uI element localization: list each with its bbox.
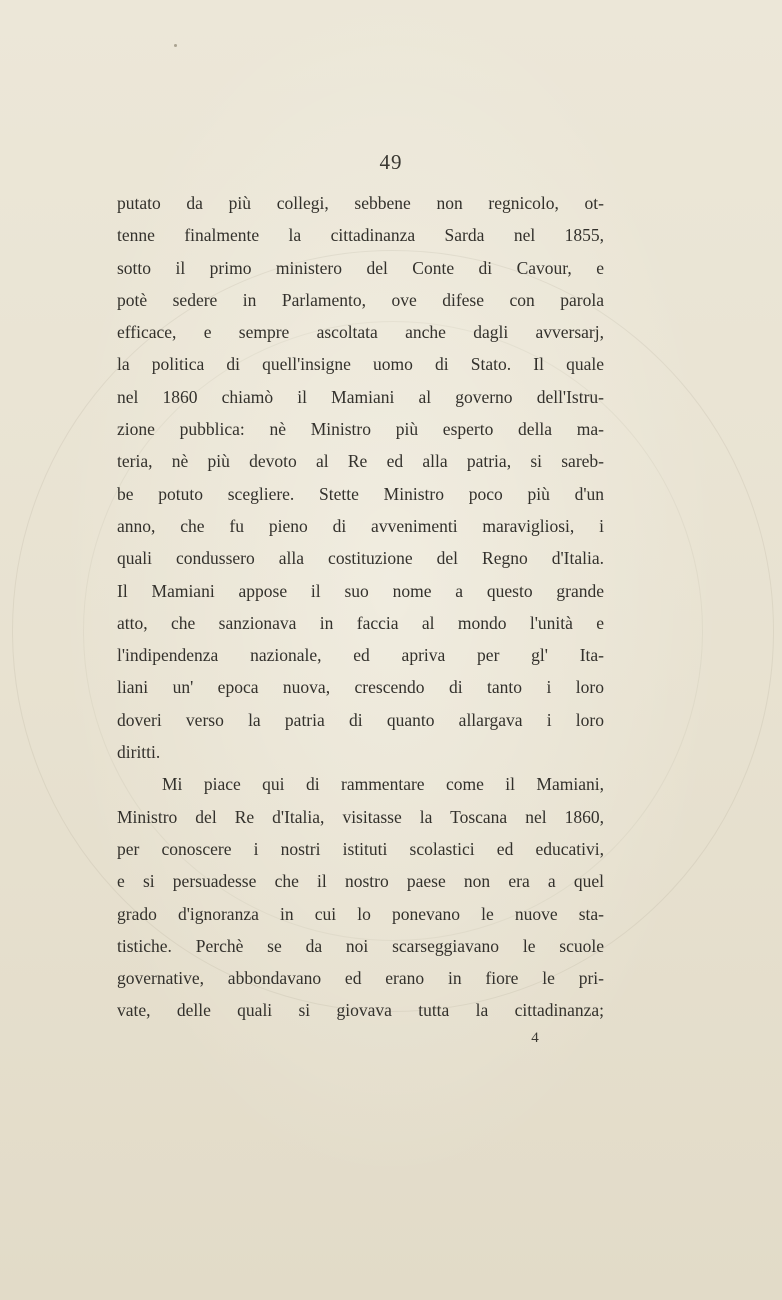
text-line: efficace, e sempre ascoltata anche dagli avversarj, (117, 322, 604, 343)
paper-speck (174, 44, 177, 47)
text-line: governative, abbondavano ed erano in fiore le pri- (117, 968, 604, 989)
body-text (117, 187, 604, 1027)
text-line: Il Mamiani appose il suo nome a questo grande (117, 580, 604, 601)
text-line: diritti. (117, 742, 161, 763)
text-line: grado d'ignoranza in cui lo ponevano le nuove sta- (117, 903, 604, 924)
text-line: anno, che fu pieno di avvenimenti maravigliosi, i (117, 515, 604, 536)
text-line: quali condussero alla costituzione del Regno d'Italia. (117, 548, 604, 569)
text-line: e si persuadesse che il nostro paese non era a quel (117, 871, 604, 892)
text-line: be potuto scegliere. Stette Ministro poco più d'un (117, 483, 604, 504)
text-line: doveri verso la patria di quanto allargava i loro (117, 709, 604, 730)
text-line: liani un' epoca nuova, crescendo di tanto i loro (117, 677, 604, 698)
text-line: tistiche. Perchè se da noi scarseggiavano le scuole (117, 935, 604, 956)
text-line: teria, nè più devoto al Re ed alla patria, si sareb- (117, 451, 604, 472)
text-line: per conoscere i nostri istituti scolastici ed educativi, (117, 838, 604, 859)
text-line: tenne finalmente la cittadinanza Sarda nel 1855, (117, 225, 604, 246)
text-line: nel 1860 chiamò il Mamiani al governo dell'Istru- (117, 386, 604, 407)
signature-mark: 4 (531, 1030, 539, 1046)
text-line: atto, che sanzionava in faccia al mondo l'unità e (117, 612, 604, 633)
page-number: 49 (379, 150, 403, 174)
text-line: la politica di quell'insigne uomo di Stato. Il quale (117, 354, 604, 375)
text-line: l'indipendenza nazionale, ed apriva per gl' Ita- (117, 645, 604, 666)
text-line: Ministro del Re d'Italia, visitasse la Toscana nel 1860, (117, 806, 604, 827)
text-line: putato da più collegi, sebbene non regnicolo, ot- (117, 193, 604, 213)
text-line: Mi piace qui di rammentare come il Mamiani, (162, 774, 604, 795)
text-line: sotto il primo ministero del Conte di Cavour, e (117, 257, 604, 278)
text-line: vate, delle quali si giovava tutta la cittadinanza; (117, 1000, 604, 1021)
text-line: zione pubblica: nè Ministro più esperto della ma- (117, 419, 604, 440)
text-line: potè sedere in Parlamento, ove difese con parola (117, 289, 604, 310)
